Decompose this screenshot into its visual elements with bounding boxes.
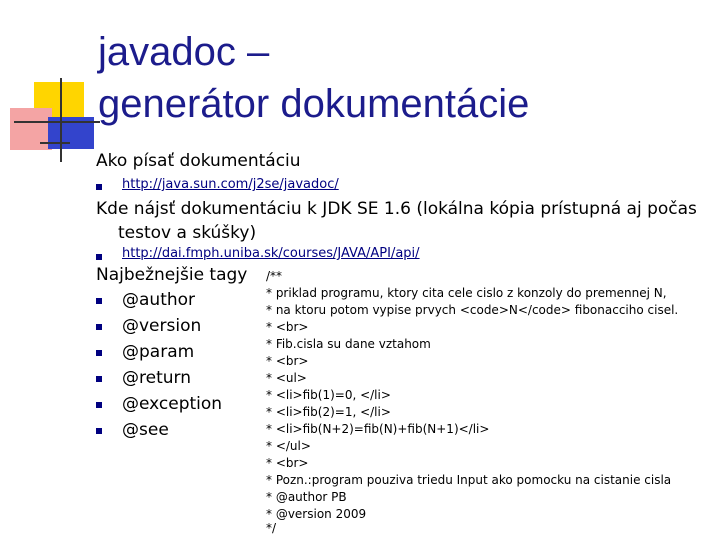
bullet-icon	[96, 324, 102, 330]
code-line: * <br>	[266, 320, 309, 334]
logo-horizontal-line	[14, 121, 100, 123]
code-line: * @version 2009	[266, 507, 367, 521]
code-line: * <li>fib(2)=1, </li>	[266, 405, 391, 419]
tag-item: @param	[122, 342, 195, 362]
code-line: * @author PB	[266, 490, 347, 504]
tag-item: @author	[122, 290, 196, 310]
tag-item: @version	[122, 316, 202, 336]
bullet-icon	[96, 350, 102, 356]
code-line: * Fib.cisla su dane vztahom	[266, 337, 431, 351]
section-heading-where-to-find-line-2: testov a skúšky)	[118, 223, 257, 243]
logo-horizontal-line-short	[40, 142, 70, 144]
link-javadoc-guide-text[interactable]: http://java.sun.com/j2se/javadoc/	[122, 177, 339, 192]
code-line: * <br>	[266, 354, 309, 368]
code-line: /**	[266, 269, 283, 283]
tag-item: @exception	[122, 394, 223, 414]
section-heading-where-to-find-line-1: Kde nájsť dokumentáciu k JDK SE 1.6 (lokálna kópia prístupná aj počas	[96, 199, 697, 219]
code-line: * </ul>	[266, 439, 311, 453]
section-heading-common-tags: Najbežnejšie tagy	[96, 265, 248, 285]
bullet-icon	[96, 184, 102, 190]
bullet-icon	[96, 298, 102, 304]
bullet-icon	[96, 428, 102, 434]
code-line: * <li>fib(N+2)=fib(N)+fib(N+1)</li>	[266, 422, 490, 436]
link-jdk-api[interactable]	[122, 246, 420, 261]
link-javadoc-guide[interactable]	[122, 177, 339, 192]
code-line: * <br>	[266, 456, 309, 470]
tag-item: @return	[122, 368, 191, 388]
code-line: * priklad programu, ktory cita cele cislo z konzoly do premennej N,	[266, 286, 667, 300]
slide-title-line-2: generátor dokumentácie	[98, 82, 530, 126]
bullet-icon	[96, 376, 102, 382]
slide-title-line-1: javadoc –	[98, 30, 270, 74]
link-jdk-api-text[interactable]: http://dai.fmph.uniba.sk/courses/JAVA/API/api/	[122, 246, 420, 261]
code-line: * <li>fib(1)=0, </li>	[266, 388, 391, 402]
logo-vertical-line	[60, 78, 62, 162]
code-line: * Pozn.:program pouziva triedu Input ako pomocku na cistanie cisla	[266, 473, 672, 487]
bullet-icon	[96, 254, 102, 260]
code-line: */	[266, 521, 277, 535]
bullet-icon	[96, 402, 102, 408]
code-line: * na ktoru potom vypise prvych <code>N</code> fibonacciho cisel.	[266, 303, 679, 317]
tag-item: @see	[122, 420, 169, 440]
section-heading-how-to-write: Ako písať dokumentáciu	[96, 151, 301, 171]
code-line: * <ul>	[266, 371, 307, 385]
